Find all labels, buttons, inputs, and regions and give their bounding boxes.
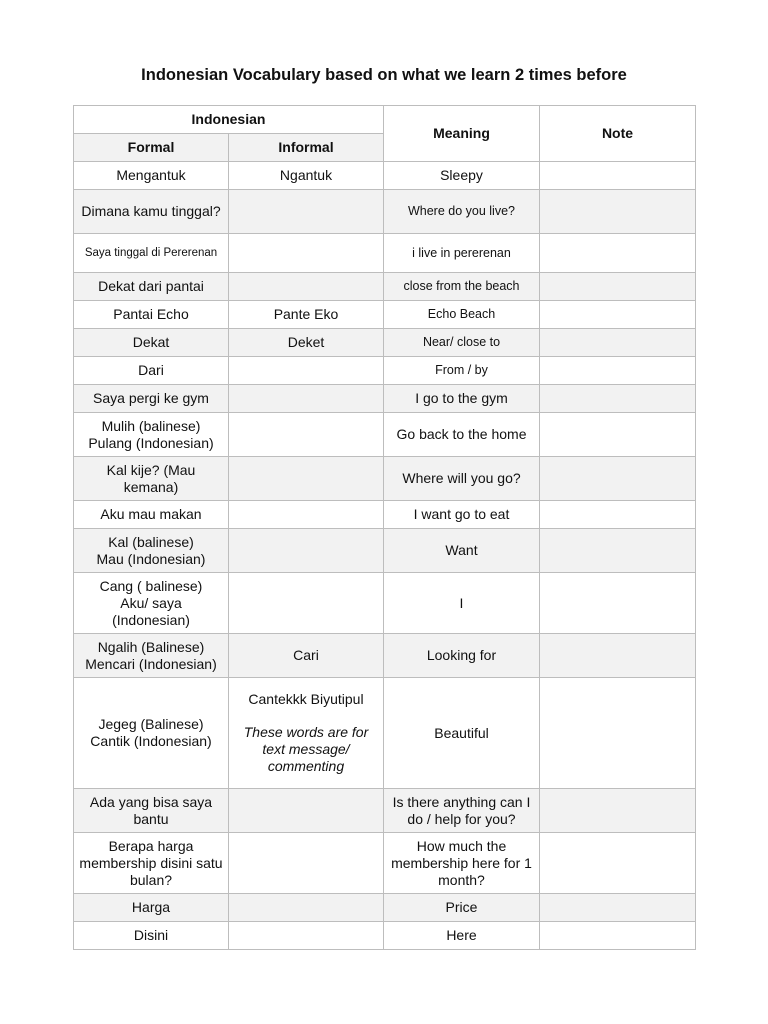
- formal-cell: Berapa harga membership disini satu bulan?: [74, 833, 229, 894]
- note-cell: [540, 501, 696, 529]
- informal-cell: [229, 833, 384, 894]
- formal-line: Cang ( balinese): [99, 577, 203, 594]
- note-cell: [540, 922, 696, 950]
- meaning-cell: close from the beach: [384, 273, 540, 301]
- informal-cell: [229, 357, 384, 385]
- note-cell: [540, 573, 696, 634]
- vocabulary-table: [73, 105, 696, 950]
- note-cell: [540, 529, 696, 573]
- header-indonesian: Indonesian: [74, 106, 384, 134]
- meaning-cell: I: [384, 573, 540, 634]
- meaning-cell: Sleepy: [384, 162, 540, 190]
- note-cell: [540, 789, 696, 833]
- table-row: [74, 634, 696, 678]
- informal-cell: [229, 413, 384, 457]
- formal-cell: Aku mau makan: [74, 501, 229, 529]
- note-cell: [540, 413, 696, 457]
- informal-cell: [229, 385, 384, 413]
- table-row: [74, 234, 696, 273]
- formal-cell: Mengantuk: [74, 162, 229, 190]
- header-meaning: Meaning: [384, 106, 540, 162]
- note-cell: [540, 273, 696, 301]
- note-cell: [540, 234, 696, 273]
- table-row: [74, 457, 696, 501]
- formal-line: Kal (balinese): [108, 533, 194, 550]
- formal-line: Ngalih (Balinese): [97, 638, 205, 655]
- header-informal: Informal: [229, 134, 384, 162]
- formal-cell: Saya tinggal di Pererenan: [74, 234, 229, 273]
- informal-cell: [229, 273, 384, 301]
- table-row: [74, 894, 696, 922]
- note-cell: [540, 833, 696, 894]
- informal-cell: [229, 529, 384, 573]
- formal-cell: Harga: [74, 894, 229, 922]
- informal-cell: [229, 234, 384, 273]
- informal-note: These words are for text message/ commenting: [243, 724, 369, 774]
- meaning-cell: i live in pererenan: [384, 234, 540, 273]
- meaning-cell: Is there anything can I do / help for you?: [384, 789, 540, 833]
- table-row: [74, 162, 696, 190]
- meaning-cell: From / by: [384, 357, 540, 385]
- formal-cell: [74, 634, 229, 678]
- meaning-cell: Want: [384, 529, 540, 573]
- informal-cell: [229, 922, 384, 950]
- table-row: [74, 501, 696, 529]
- table-row: [74, 301, 696, 329]
- formal-cell: [74, 573, 229, 634]
- table-row: [74, 573, 696, 634]
- meaning-cell: Where do you live?: [384, 190, 540, 234]
- formal-line: Jegeg (Balinese): [98, 716, 204, 732]
- meaning-cell: Where will you go?: [384, 457, 540, 501]
- table-row: [74, 922, 696, 950]
- page-title: Indonesian Vocabulary based on what we learn 2 times before: [141, 66, 627, 84]
- meaning-cell: I go to the gym: [384, 385, 540, 413]
- header-formal: Formal: [74, 134, 229, 162]
- formal-line: Aku/ saya: [120, 594, 182, 611]
- meaning-cell: I want go to eat: [384, 501, 540, 529]
- informal-cell: Pante Eko: [229, 301, 384, 329]
- informal-cell: [229, 894, 384, 922]
- meaning-cell: Echo Beach: [384, 301, 540, 329]
- informal-cell: [229, 573, 384, 634]
- header-note: Note: [540, 106, 696, 162]
- formal-cell: Disini: [74, 922, 229, 950]
- formal-line: Mulih (balinese): [101, 417, 201, 434]
- meaning-cell: How much the membership here for 1 month?: [384, 833, 540, 894]
- formal-line: Cantik (Indonesian): [90, 733, 212, 749]
- table-row: [74, 413, 696, 457]
- formal-cell: [74, 413, 229, 457]
- table-row: [74, 357, 696, 385]
- table-row: [74, 273, 696, 301]
- formal-line: Mau (Indonesian): [96, 550, 206, 567]
- meaning-cell: Price: [384, 894, 540, 922]
- note-cell: [540, 329, 696, 357]
- informal-cell: Deket: [229, 329, 384, 357]
- informal-cell: [229, 501, 384, 529]
- note-cell: [540, 301, 696, 329]
- informal-cell: Ngantuk: [229, 162, 384, 190]
- formal-cell: Dimana kamu tinggal?: [74, 190, 229, 234]
- table-row: [74, 833, 696, 894]
- table-row: [74, 789, 696, 833]
- meaning-cell: Looking for: [384, 634, 540, 678]
- meaning-cell: Near/ close to: [384, 329, 540, 357]
- formal-cell: Dekat dari pantai: [74, 273, 229, 301]
- meaning-cell: Beautiful: [384, 678, 540, 789]
- informal-text: Cantekkk Biyutipul: [248, 691, 364, 707]
- table-row: [74, 190, 696, 234]
- table-row: [74, 329, 696, 357]
- formal-cell: Pantai Echo: [74, 301, 229, 329]
- formal-cell: Saya pergi ke gym: [74, 385, 229, 413]
- formal-cell: Kal kije? (Mau kemana): [74, 457, 229, 501]
- table-row: [74, 385, 696, 413]
- table-row: [74, 678, 696, 789]
- informal-cell: [229, 678, 384, 789]
- formal-line: Pulang (Indonesian): [88, 434, 214, 451]
- formal-line: Mencari (Indonesian): [85, 655, 217, 672]
- formal-line: (Indonesian): [112, 611, 190, 628]
- informal-cell: [229, 789, 384, 833]
- note-cell: [540, 190, 696, 234]
- table-row: [74, 529, 696, 573]
- meaning-cell: Here: [384, 922, 540, 950]
- formal-cell: Ada yang bisa saya bantu: [74, 789, 229, 833]
- note-cell: [540, 357, 696, 385]
- informal-cell: Cari: [229, 634, 384, 678]
- formal-cell: Dekat: [74, 329, 229, 357]
- informal-cell: [229, 457, 384, 501]
- note-cell: [540, 678, 696, 789]
- formal-cell: Dari: [74, 357, 229, 385]
- informal-cell: [229, 190, 384, 234]
- note-cell: [540, 457, 696, 501]
- formal-cell: [74, 529, 229, 573]
- meaning-cell: Go back to the home: [384, 413, 540, 457]
- note-cell: [540, 634, 696, 678]
- note-cell: [540, 385, 696, 413]
- note-cell: [540, 894, 696, 922]
- note-cell: [540, 162, 696, 190]
- formal-cell: [74, 678, 229, 789]
